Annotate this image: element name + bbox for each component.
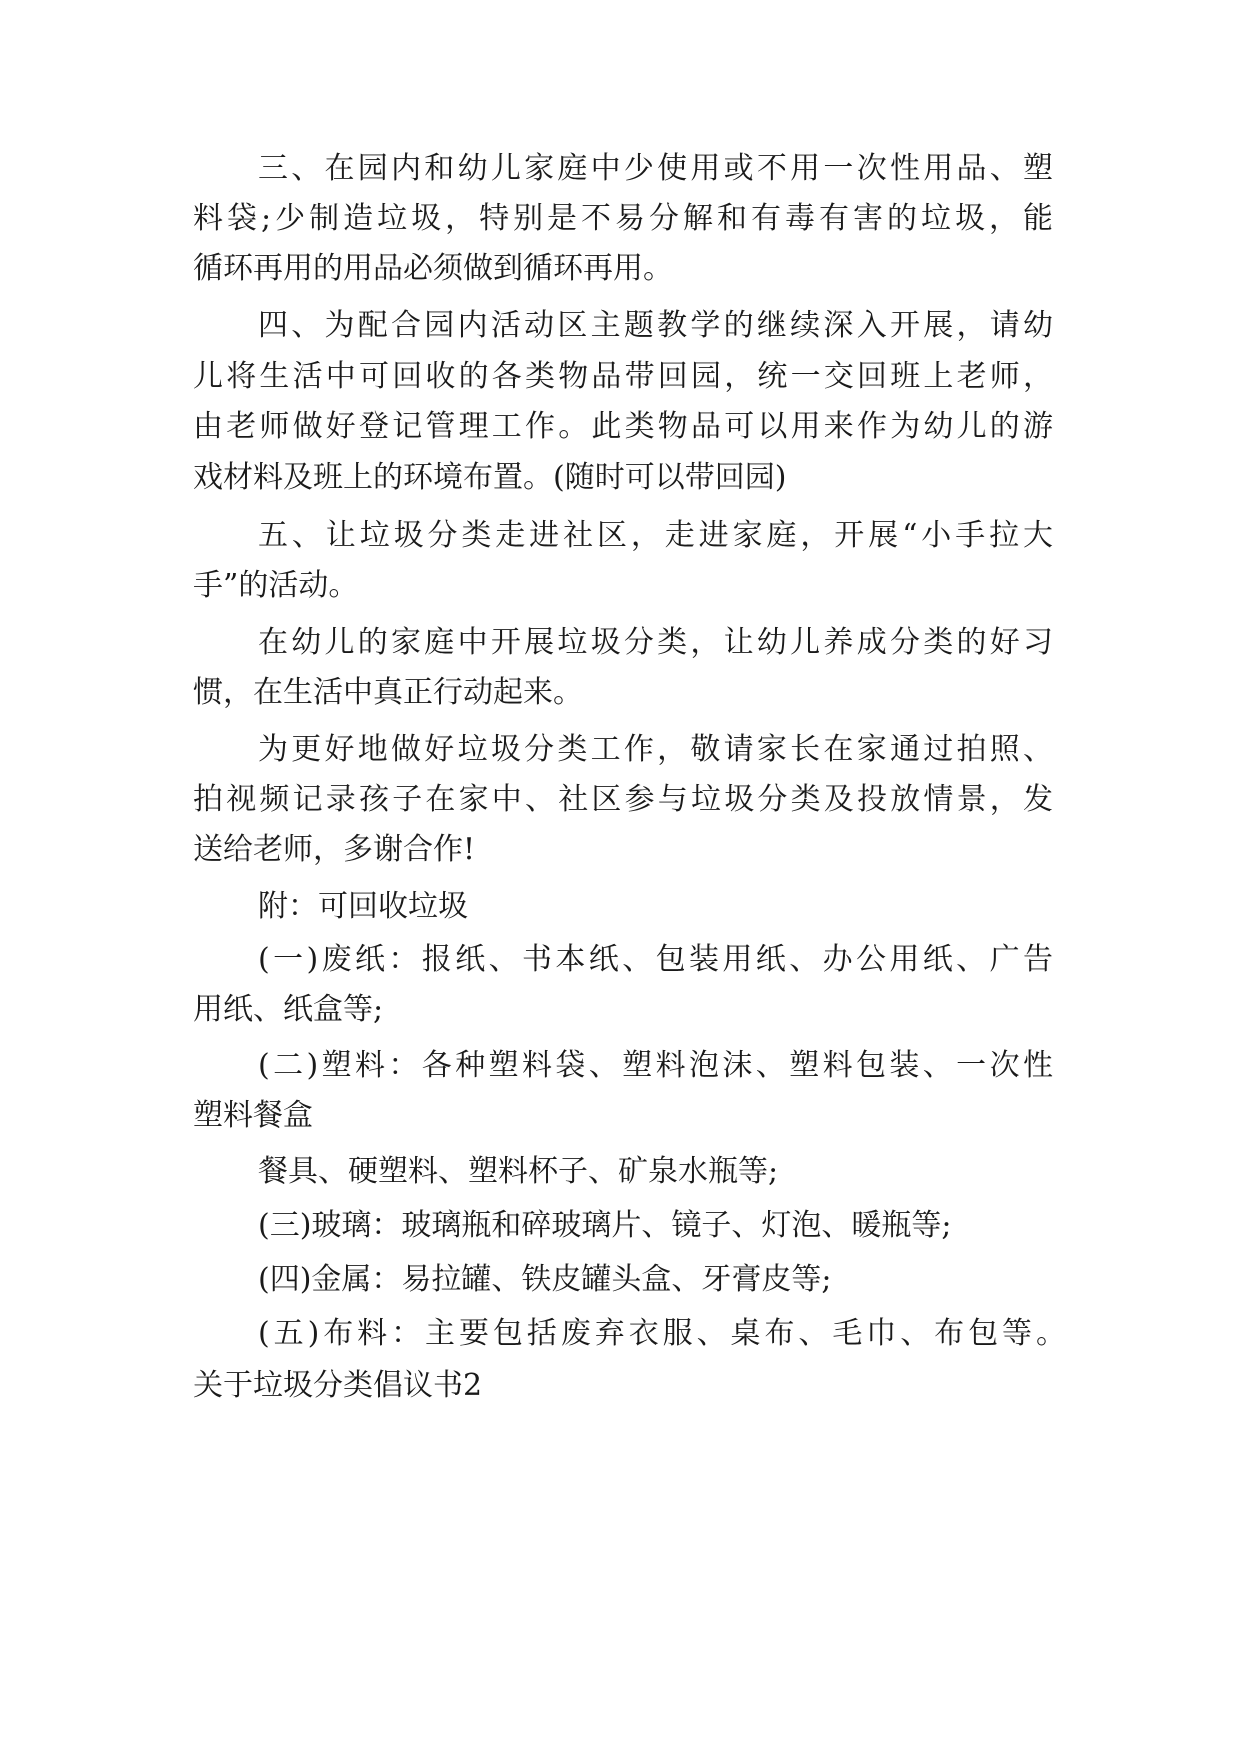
- item-waste-paper-line-2: 用纸、纸盒等;: [193, 992, 384, 1027]
- paragraph-5-line-1: 五、让垃圾分类走进社区，走进家庭，开展“小手拉大: [258, 518, 1053, 553]
- item-plastic-line-3: 餐具、硬塑料、塑料杯子、矿泉水瓶等;: [258, 1154, 779, 1189]
- item-plastic-line-2: 塑料餐盒: [193, 1098, 313, 1133]
- appendix-heading: 附：可回收垃圾: [258, 889, 468, 924]
- item-metal: (四)金属：易拉罐、铁皮罐头盒、牙膏皮等;: [258, 1262, 832, 1297]
- paragraph-3-line-1: 三、在园内和幼儿家庭中少使用或不用一次性用品、塑: [258, 151, 1053, 186]
- item-glass: (三)玻璃：玻璃瓶和碎玻璃片、镜子、灯泡、暖瓶等;: [258, 1208, 952, 1243]
- item-fabric: (五)布料：主要包括废弃衣服、桌布、毛巾、布包等。: [258, 1316, 1066, 1351]
- next-document-title: 关于垃圾分类倡议书2: [193, 1368, 483, 1403]
- paragraph-4-line-3: 由老师做好登记管理工作。此类物品可以用来作为幼儿的游: [193, 409, 1053, 444]
- paragraph-3-line-3: 循环再用的用品必须做到循环再用。: [193, 251, 673, 286]
- item-plastic-line-1: (二)塑料：各种塑料袋、塑料泡沫、塑料包装、一次性: [258, 1048, 1053, 1083]
- paragraph-7-line-2: 拍视频记录孩子在家中、社区参与垃圾分类及投放情景，发: [193, 782, 1053, 817]
- paragraph-4-line-2: 儿将生活中可回收的各类物品带回园，统一交回班上老师，: [193, 359, 1053, 394]
- paragraph-3-line-2: 料袋;少制造垃圾，特别是不易分解和有毒有害的垃圾，能: [193, 201, 1053, 236]
- paragraph-4-line-4: 戏材料及班上的环境布置。(随时可以带回园): [193, 460, 787, 495]
- paragraph-6-line-1: 在幼儿的家庭中开展垃圾分类，让幼儿养成分类的好习: [258, 625, 1053, 660]
- paragraph-4-line-1: 四、为配合园内活动区主题教学的继续深入开展，请幼: [258, 308, 1053, 343]
- paragraph-6-line-2: 惯，在生活中真正行动起来。: [193, 675, 583, 710]
- paragraph-5-line-2: 手”的活动。: [193, 568, 359, 603]
- paragraph-7-line-1: 为更好地做好垃圾分类工作，敬请家长在家通过拍照、: [258, 732, 1053, 767]
- paragraph-7-line-3: 送给老师，多谢合作!: [193, 832, 476, 867]
- item-waste-paper-line-1: (一)废纸：报纸、书本纸、包装用纸、办公用纸、广告: [258, 942, 1053, 977]
